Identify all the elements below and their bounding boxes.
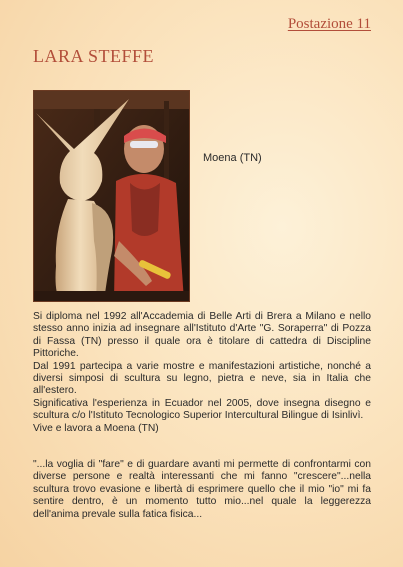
photo-illustration [34, 91, 189, 301]
station-label: Postazione 11 [287, 16, 371, 32]
bio-paragraph: Si diploma nel 1992 all'Accademia di Belle Arti di Brera a Milano e nello stesso anno inizia ad insegnare all'Istituto d'Arte "G. Soraperra" di Pozza di Fassa (TN) presso il quale ora è titolare di cattedra di Discipline Pittoriche. [33, 311, 371, 360]
artist-photo [33, 90, 190, 302]
biography [33, 311, 371, 435]
bio-paragraph: Significativa l'esperienza in Ecuador nel 2005, dove insegna disegno e scultura c/o l'Istituto Tecnologico Superior Intercultural Bilingue di Isinlivì. [33, 397, 371, 422]
artist-quote: "...la voglia di "fare" e di guardare avanti mi permette di confrontarmi con diverse persone e realtà interessanti che mi fanno "crescere"...nella scultura trovo evasione e libertà di esprimere quello che il mio "io" mi fa sentire dentro, è un momento tutto mio...nel quale la leggerezza dell'anima prevale sulla fatica fisica... [33, 459, 371, 520]
bio-paragraph: Vive e lavora a Moena (TN) [33, 422, 159, 434]
location-label: Moena (TN) [203, 152, 262, 164]
bio-paragraph: Dal 1991 partecipa a varie mostre e manifestazioni artistiche, nonché a diversi simposi di scultura su legno, pietra e neve, sia in Italia che all'estero. [33, 360, 371, 397]
artist-name: LARA STEFFE [33, 46, 155, 66]
